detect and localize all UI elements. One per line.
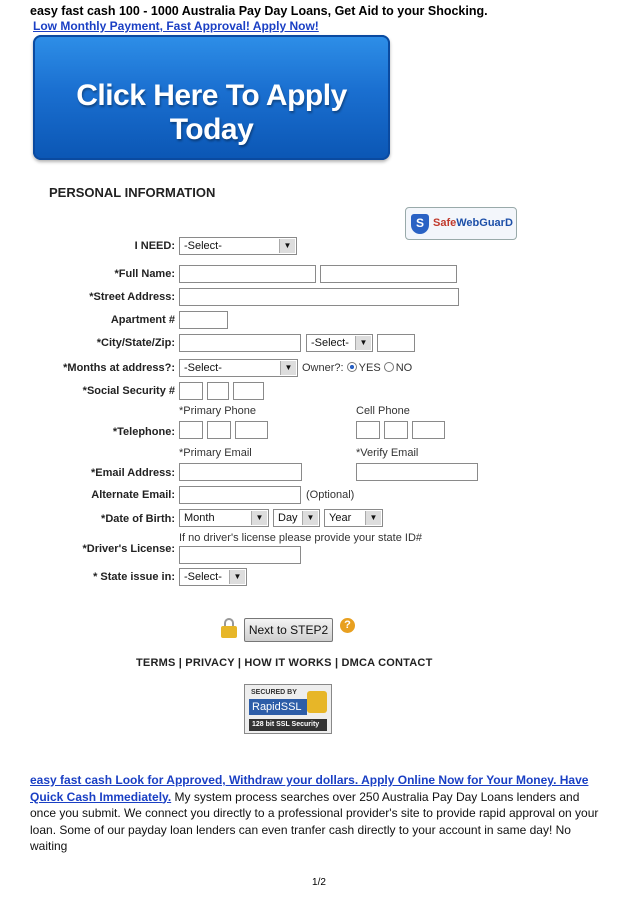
- alt-email-input[interactable]: [179, 486, 301, 504]
- cell-area-input[interactable]: [356, 421, 380, 439]
- shield-icon: S: [411, 214, 429, 234]
- city-input[interactable]: [179, 334, 301, 352]
- chevron-down-icon: ▼: [365, 511, 381, 525]
- need-label: I NEED:: [134, 240, 175, 252]
- license-input[interactable]: [179, 546, 301, 564]
- badge-part1: Safe: [433, 217, 457, 229]
- ssn-part2-input[interactable]: [207, 382, 229, 400]
- cell-line-input[interactable]: [412, 421, 445, 439]
- padlock-icon: [221, 618, 237, 638]
- chevron-down-icon: ▼: [251, 511, 267, 525]
- phone-line-input[interactable]: [235, 421, 268, 439]
- cell-phone-note: Cell Phone: [356, 405, 410, 417]
- primary-email-note: *Primary Email: [179, 447, 252, 459]
- first-name-input[interactable]: [179, 265, 316, 283]
- license-label: *Driver's License:: [82, 543, 175, 555]
- state-select[interactable]: -Select- ▼: [306, 334, 373, 352]
- banner-label: Click Here To Apply Today: [76, 79, 347, 146]
- next-step-button[interactable]: Next to STEP2: [244, 618, 333, 642]
- ssn-part1-input[interactable]: [179, 382, 203, 400]
- cell-prefix-input[interactable]: [384, 421, 408, 439]
- street-label: *Street Address:: [89, 291, 175, 303]
- full-name-label: *Full Name:: [114, 268, 175, 280]
- alt-email-label: Alternate Email:: [91, 489, 175, 501]
- body-text: My system process searches over 250 Australia Pay Day Loans lenders and once you submit. We connect you directly to a professional provider's site to provide rapid approval on your loan. Some of our payday loan lenders can even tranfer cash directly to your account in same day! No waiting: [30, 789, 599, 853]
- chevron-down-icon: ▼: [229, 570, 245, 584]
- ssn-part3-input[interactable]: [233, 382, 264, 400]
- chevron-down-icon: ▼: [279, 239, 295, 253]
- owner-group: Owner?: YES NO: [302, 362, 413, 374]
- last-name-input[interactable]: [320, 265, 457, 283]
- zip-input[interactable]: [377, 334, 415, 352]
- footer-links[interactable]: TERMS | PRIVACY | HOW IT WORKS | DMCA CONTACT: [136, 657, 433, 669]
- apartment-label: Apartment #: [110, 314, 175, 326]
- phone-prefix-input[interactable]: [207, 421, 231, 439]
- need-select[interactable]: -Select- ▼: [179, 237, 297, 255]
- badge-part2: WebGuarD: [456, 217, 513, 229]
- ssn-label: *Social Security #: [82, 385, 175, 397]
- safewebguard-badge: [405, 207, 517, 240]
- verify-email-note: *Verify Email: [356, 447, 419, 459]
- months-select[interactable]: -Select- ▼: [179, 359, 298, 377]
- page-number: 1/2: [312, 877, 326, 888]
- apply-today-banner[interactable]: [33, 35, 390, 160]
- months-label: *Months at address?:: [63, 362, 175, 374]
- owner-no-radio[interactable]: [384, 362, 394, 372]
- body-link[interactable]: easy fast cash Look for Approved, Withdraw your dollars. Apply Online Now for Your Money. Have Quick Cash Immediately.: [30, 773, 589, 804]
- dob-day-select[interactable]: Day ▼: [273, 509, 320, 527]
- optional-note: (Optional): [306, 489, 355, 501]
- primary-phone-note: *Primary Phone: [179, 405, 257, 417]
- dob-month-select[interactable]: Month ▼: [179, 509, 269, 527]
- telephone-label: *Telephone:: [112, 426, 175, 438]
- state-issue-label: * State issue in:: [93, 571, 175, 583]
- dob-year-select[interactable]: Year ▼: [324, 509, 383, 527]
- license-hint: If no driver's license please provide your state ID#: [179, 532, 422, 544]
- section-title: PERSONAL INFORMATION: [49, 185, 216, 200]
- phone-area-input[interactable]: [179, 421, 203, 439]
- state-issue-select[interactable]: -Select- ▼: [179, 568, 247, 586]
- chevron-down-icon: ▼: [280, 361, 296, 375]
- body-paragraph: [30, 772, 608, 855]
- help-icon[interactable]: ?: [340, 618, 355, 633]
- city-label: *City/State/Zip:: [96, 337, 175, 349]
- owner-yes-radio[interactable]: [347, 362, 357, 372]
- page-title: easy fast cash 100 - 1000 Australia Pay Day Loans, Get Aid to your Shocking.: [30, 4, 488, 18]
- padlock-icon: [307, 691, 327, 713]
- chevron-down-icon: ▼: [355, 336, 371, 350]
- street-input[interactable]: [179, 288, 459, 306]
- apply-now-link[interactable]: Low Monthly Payment, Fast Approval! Apply Now!: [33, 19, 319, 33]
- email-input[interactable]: [179, 463, 302, 481]
- apartment-input[interactable]: [179, 311, 228, 329]
- dob-label: *Date of Birth:: [101, 513, 175, 525]
- email-label: *Email Address:: [91, 467, 175, 479]
- chevron-down-icon: ▼: [302, 511, 318, 525]
- verify-email-input[interactable]: [356, 463, 478, 481]
- rapidssl-badge: SECURED BY RapidSSL 128 bit SSL Security: [244, 684, 332, 734]
